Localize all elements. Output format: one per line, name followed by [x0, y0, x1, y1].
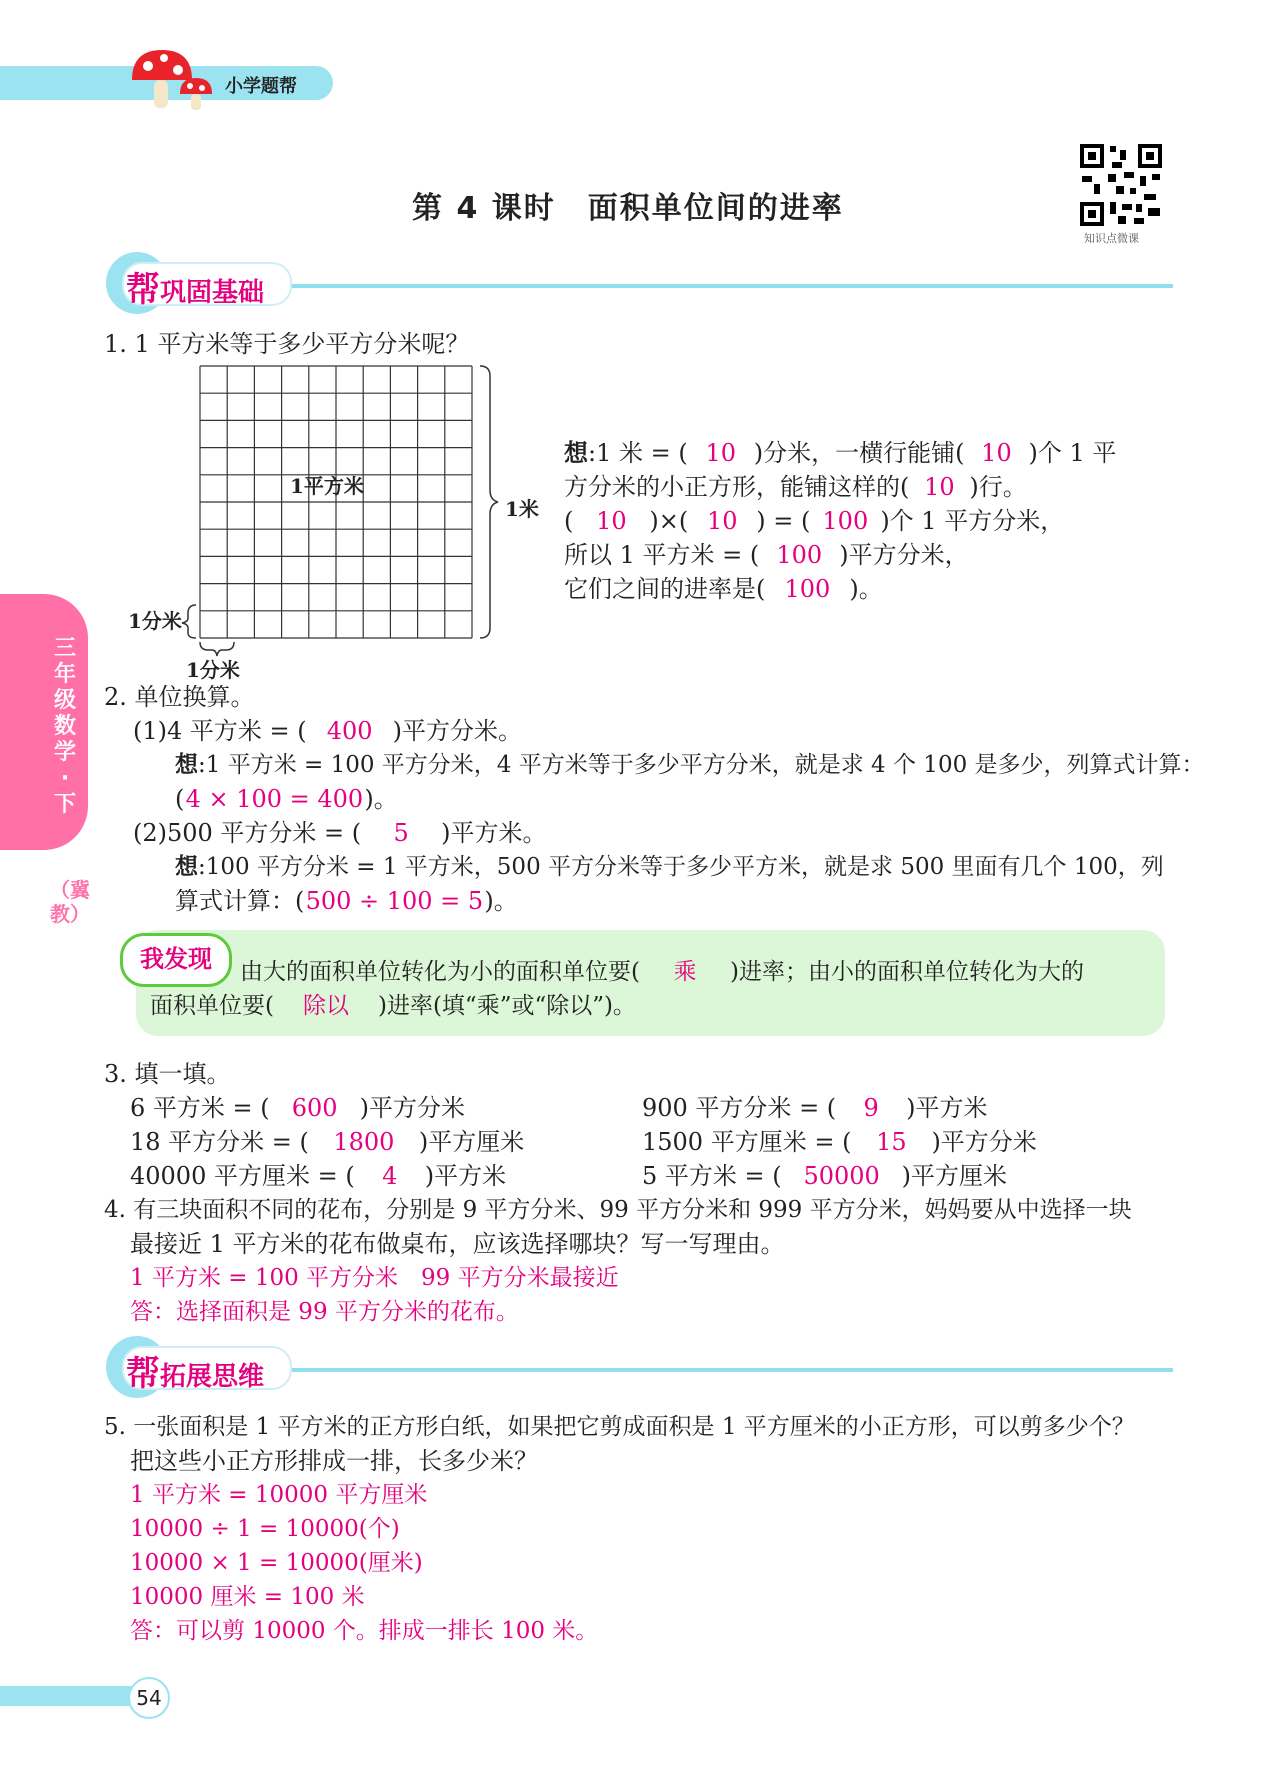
- q3-answer: 600: [291, 1094, 338, 1122]
- q5-answer-line: 10000 × 1 = 10000(厘米): [130, 1550, 423, 1576]
- q1-think-line3: ( 10 )×( 10 ) = ( 100 )个 1 平方分米，: [564, 504, 1064, 538]
- grid-right-label: 1米: [505, 497, 539, 521]
- brand-name: 小学题帮: [225, 76, 297, 97]
- section-expand-label: 拓展思维: [160, 1362, 265, 1392]
- q4-line2: 最接近 1 平方米的花布做桌布，应该选择哪块？写一写理由。: [130, 1230, 785, 1258]
- q3-answer: 15: [876, 1128, 907, 1156]
- discover-line1: 由大的面积单位转化为小的面积单位要( 乘 )进率；由小的面积单位转化为大的: [240, 955, 1084, 989]
- section-basic-label: 巩固基础: [160, 278, 265, 308]
- side-tab-grade: 三年级数学·下: [53, 636, 76, 817]
- q2-answer: 500 ÷ 100 = 5: [305, 887, 484, 915]
- q5-line1: 5. 一张面积是 1 平方米的正方形白纸，如果把它剪成面积是 1 平方厘米的小正方形，可以剪多少个？: [104, 1414, 1135, 1440]
- q1-answer: 10: [705, 439, 736, 467]
- q2-part2-think: 想:100 平方分米 = 1 平方米，500 平方分米等于多少平方米，就是求 500 里面有几个 100，列: [175, 853, 1164, 880]
- q3-answer: 9: [863, 1094, 879, 1122]
- qr-caption: 知识点微课: [1084, 232, 1139, 245]
- q5-answer-line: 10000 厘米 = 100 米: [130, 1584, 365, 1610]
- q2-part1: (1)4 平方米 = ( 400 )平方分米。: [133, 714, 522, 748]
- q2-part2: (2)500 平方分米 = ( 5 )平方米。: [133, 816, 547, 850]
- lesson-title: 第 4 课时 面积单位间的进率: [412, 191, 844, 226]
- q3-answer: 1800: [333, 1128, 395, 1156]
- q1-answer: 100: [822, 507, 869, 535]
- q2-stem: 2. 单位换算。: [104, 683, 255, 711]
- grid-bottom-label: 1分米: [186, 658, 240, 682]
- q5-answer-line: 10000 ÷ 1 = 10000(个): [130, 1516, 400, 1542]
- q1-think-line4: 所以 1 平方米 = ( 100 )平方分米，: [564, 538, 969, 572]
- section-divider: [292, 1368, 1173, 1372]
- square-meter-grid-diagram: [120, 360, 540, 680]
- q1-answer: 10: [924, 473, 955, 501]
- q2-answer: 400: [326, 717, 373, 745]
- q1-think-line5: 它们之间的进率是( 100 )。: [564, 572, 883, 606]
- q2-part1-calc: (4 × 100 = 400)。: [175, 782, 398, 816]
- q3-item: 6 平方米 = ( 600 )平方分米: [130, 1091, 465, 1125]
- q3-answer: 4: [382, 1162, 398, 1190]
- discover-answer: 除以: [302, 993, 349, 1019]
- q5-answer-line: 1 平方米 = 10000 平方厘米: [130, 1482, 428, 1508]
- left-brace: [182, 605, 196, 638]
- q1-think-line1: 想:1 米 = ( 10 )分米，一横行能铺( 10 )个 1 平: [564, 436, 1116, 470]
- discover-answer: 乘: [673, 959, 697, 985]
- q1-answer: 10: [706, 507, 738, 535]
- q1-answer: 100: [776, 541, 823, 569]
- q1-answer: 10: [981, 439, 1012, 467]
- q4-answer-line2: 答：选择面积是 99 平方分米的花布。: [130, 1299, 519, 1325]
- mushroom-logo-icon: [128, 46, 218, 114]
- section-title-expand: [126, 1346, 264, 1395]
- q2-answer: 4 × 100 = 400: [185, 785, 364, 813]
- q5-line2: 把这些小正方形排成一排，长多少米？: [130, 1447, 538, 1475]
- section-tag-char: 帮: [126, 270, 160, 310]
- discover-line2: 面积单位要( 除以 )进率(填“乘”或“除以”)。: [150, 989, 636, 1023]
- q3-item: 5 平方米 = ( 50000 )平方厘米: [642, 1159, 1007, 1193]
- section-tag-char: 帮: [126, 1354, 160, 1394]
- section-divider: [292, 284, 1173, 288]
- q5-answer-line: 答：可以剪 10000 个。排成一排长 100 米。: [130, 1618, 599, 1644]
- q2-answer: 5: [393, 819, 409, 847]
- footer-bar: [0, 1686, 140, 1706]
- grid-center-label: 1平方米: [290, 474, 364, 498]
- q1-stem: 1. 1 平方米等于多少平方分米呢？: [104, 330, 470, 358]
- qr-code-icon[interactable]: [1078, 142, 1164, 228]
- q1-answer: 100: [784, 575, 831, 603]
- q2-part2-calc: 算式计算：(500 ÷ 100 = 5)。: [175, 884, 518, 918]
- q3-item: 900 平方分米 = ( 9 )平方米: [642, 1091, 988, 1125]
- q1-think-line2: 方分米的小正方形，能铺这样的( 10 )行。: [564, 470, 1027, 504]
- q3-item: 1500 平方厘米 = ( 15 )平方分米: [642, 1125, 1037, 1159]
- q4-answer-line1: 1 平方米 = 100 平方分米 99 平方分米最接近: [130, 1265, 619, 1291]
- right-brace: [480, 366, 498, 638]
- q3-item: 40000 平方厘米 = ( 4 )平方米: [130, 1159, 506, 1193]
- q3-item: 18 平方分米 = ( 1800 )平方厘米: [130, 1125, 524, 1159]
- section-title-basic: [126, 262, 264, 311]
- grid-left-label: 1分米: [128, 609, 182, 633]
- q3-stem: 3. 填一填。: [104, 1060, 231, 1088]
- page-number: 54: [128, 1677, 170, 1719]
- q1-answer: 10: [596, 507, 627, 535]
- q3-answer: 50000: [803, 1162, 880, 1190]
- side-tab-edition: （冀教）: [50, 878, 90, 926]
- q4-line1: 4. 有三块面积不同的花布，分别是 9 平方分米、99 平方分米和 999 平方分米，妈妈要从中选择一块: [104, 1197, 1132, 1223]
- q2-part1-think: 想:1 平方米 = 100 平方分米，4 平方米等于多少平方分米，就是求 4 个 100 是多少，列算式计算：: [175, 751, 1205, 778]
- discover-tag: 我发现: [120, 933, 232, 987]
